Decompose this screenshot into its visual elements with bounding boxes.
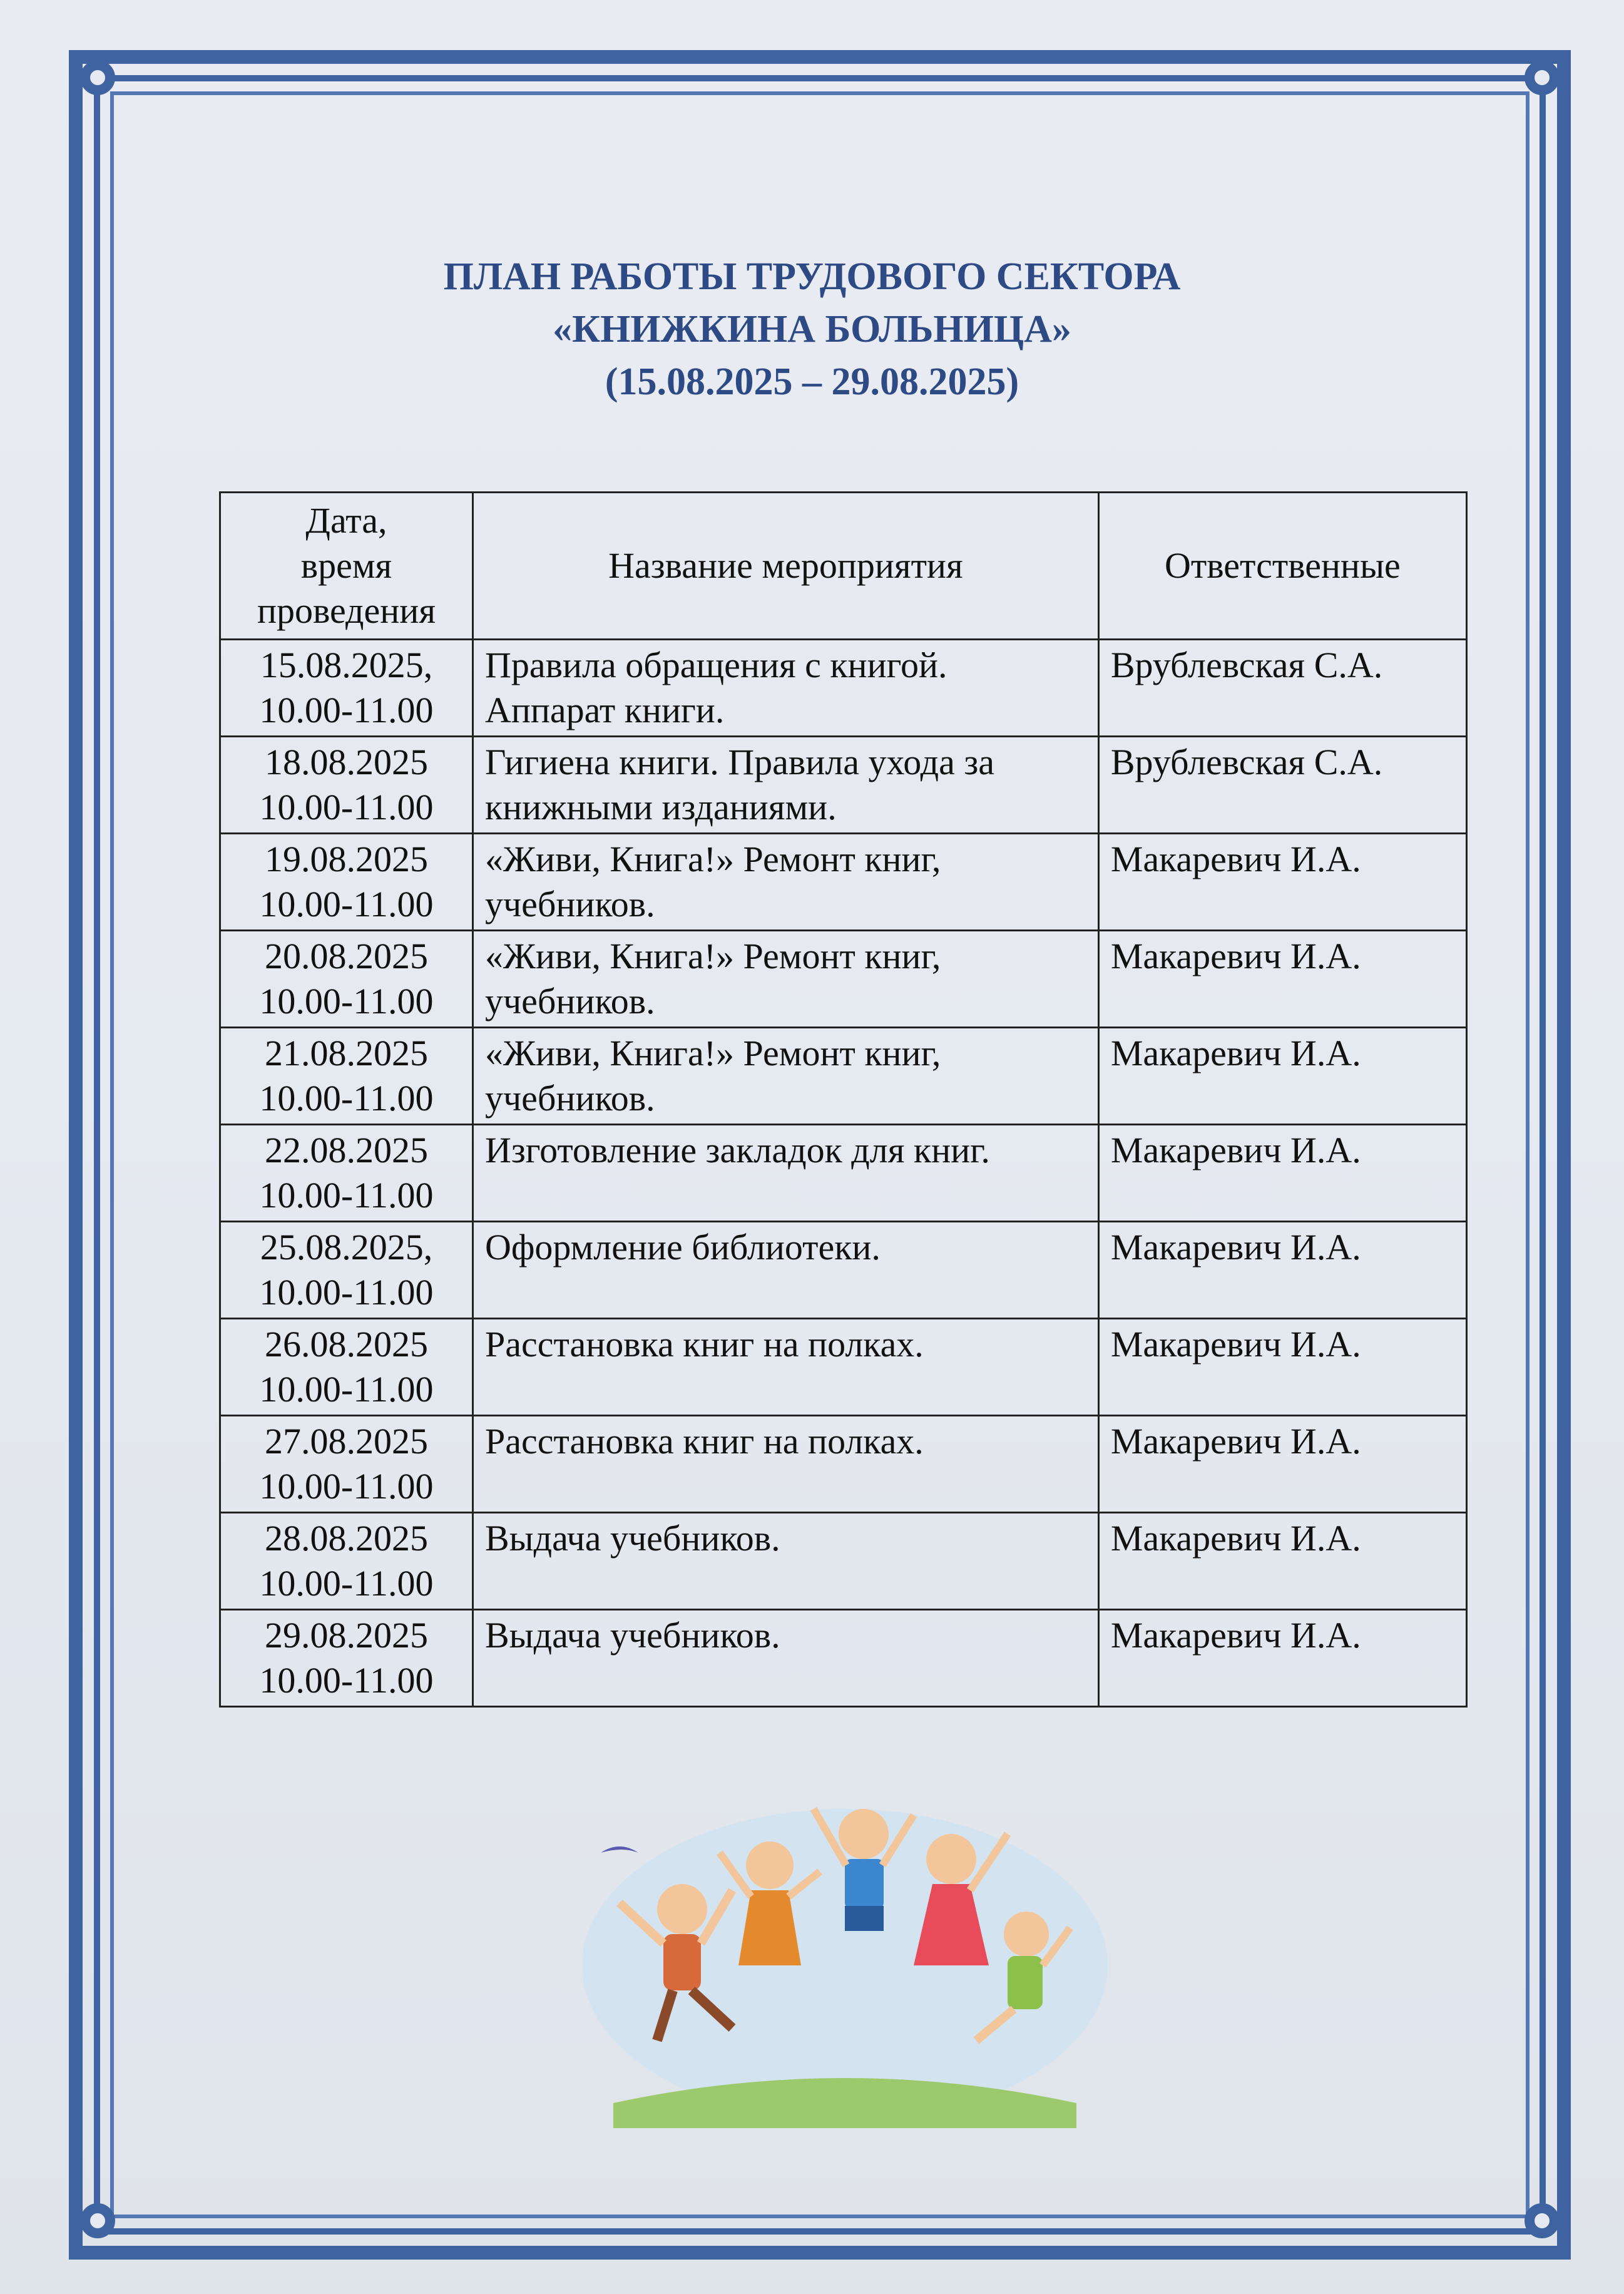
- schedule-table: [219, 491, 1468, 1708]
- table-row: [220, 1416, 1467, 1513]
- corner-ornament-icon: [1524, 2203, 1560, 2238]
- corner-ornament-icon: [1524, 60, 1560, 95]
- cell-event: «Живи, Книга!» Ремонт книг, учебников.: [472, 834, 1098, 931]
- cell-event: Расстановка книг на полках.: [472, 1319, 1098, 1416]
- table-row: [220, 834, 1467, 931]
- cell-event: Изготовление закладок для книг.: [472, 1125, 1098, 1222]
- table-row: [220, 640, 1467, 737]
- table-row: [220, 1028, 1467, 1125]
- cell-responsible: Макаревич И.А.: [1098, 1028, 1466, 1125]
- cell-event: Выдача учебников.: [472, 1513, 1098, 1610]
- document-title: [0, 250, 1624, 408]
- header-responsible: Ответственные: [1098, 493, 1466, 640]
- cell-event: «Живи, Книга!» Ремонт книг, учебников.: [472, 1028, 1098, 1125]
- cell-date: 21.08.2025 10.00-11.00: [220, 1028, 473, 1125]
- table-row: [220, 931, 1467, 1028]
- cell-responsible: Макаревич И.А.: [1098, 1416, 1466, 1513]
- cell-date: 22.08.2025 10.00-11.00: [220, 1125, 473, 1222]
- table-row: [220, 1222, 1467, 1319]
- cell-date: 15.08.2025, 10.00-11.00: [220, 640, 473, 737]
- table-row: [220, 737, 1467, 834]
- cell-responsible: Макаревич И.А.: [1098, 1319, 1466, 1416]
- cell-date: 20.08.2025 10.00-11.00: [220, 931, 473, 1028]
- table-row: [220, 1319, 1467, 1416]
- bird-icon: [601, 1846, 638, 1853]
- cell-responsible: Макаревич И.А.: [1098, 931, 1466, 1028]
- cell-responsible: Врублевская С.А.: [1098, 640, 1466, 737]
- title-line-1: ПЛАН РАБОТЫ ТРУДОВОГО СЕКТОРА: [443, 255, 1181, 298]
- cell-responsible: Макаревич И.А.: [1098, 1610, 1466, 1707]
- cell-date: 28.08.2025 10.00-11.00: [220, 1513, 473, 1610]
- corner-ornament-icon: [80, 2203, 115, 2238]
- table-row: [220, 1125, 1467, 1222]
- title-line-2: «КНИЖКИНА БОЛЬНИЦА»: [553, 308, 1071, 351]
- table-header-row: [220, 493, 1467, 640]
- cell-event: Выдача учебников.: [472, 1610, 1098, 1707]
- cell-event: Оформление библиотеки.: [472, 1222, 1098, 1319]
- cell-responsible: Макаревич И.А.: [1098, 1513, 1466, 1610]
- header-date: Дата, время проведения: [220, 493, 473, 640]
- cell-date: 26.08.2025 10.00-11.00: [220, 1319, 473, 1416]
- cell-event: «Живи, Книга!» Ремонт книг, учебников.: [472, 931, 1098, 1028]
- cell-date: 19.08.2025 10.00-11.00: [220, 834, 473, 931]
- corner-ornament-icon: [80, 60, 115, 95]
- cell-date: 27.08.2025 10.00-11.00: [220, 1416, 473, 1513]
- cell-responsible: Макаревич И.А.: [1098, 834, 1466, 931]
- cell-event: Расстановка книг на полках.: [472, 1416, 1098, 1513]
- header-event: Название мероприятия: [472, 493, 1098, 640]
- cell-responsible: Врублевская С.А.: [1098, 737, 1466, 834]
- cell-responsible: Макаревич И.А.: [1098, 1125, 1466, 1222]
- title-line-3: (15.08.2025 – 29.08.2025): [605, 361, 1019, 403]
- cell-event: Правила обращения с книгой. Аппарат книги.: [472, 640, 1098, 737]
- cell-date: 29.08.2025 10.00-11.00: [220, 1610, 473, 1707]
- jumping-children-illustration: [563, 1778, 1126, 2128]
- table-row: [220, 1610, 1467, 1707]
- cell-responsible: Макаревич И.А.: [1098, 1222, 1466, 1319]
- cell-date: 25.08.2025, 10.00-11.00: [220, 1222, 473, 1319]
- table-row: [220, 1513, 1467, 1610]
- cell-date: 18.08.2025 10.00-11.00: [220, 737, 473, 834]
- cell-event: Гигиена книги. Правила ухода за книжными изданиями.: [472, 737, 1098, 834]
